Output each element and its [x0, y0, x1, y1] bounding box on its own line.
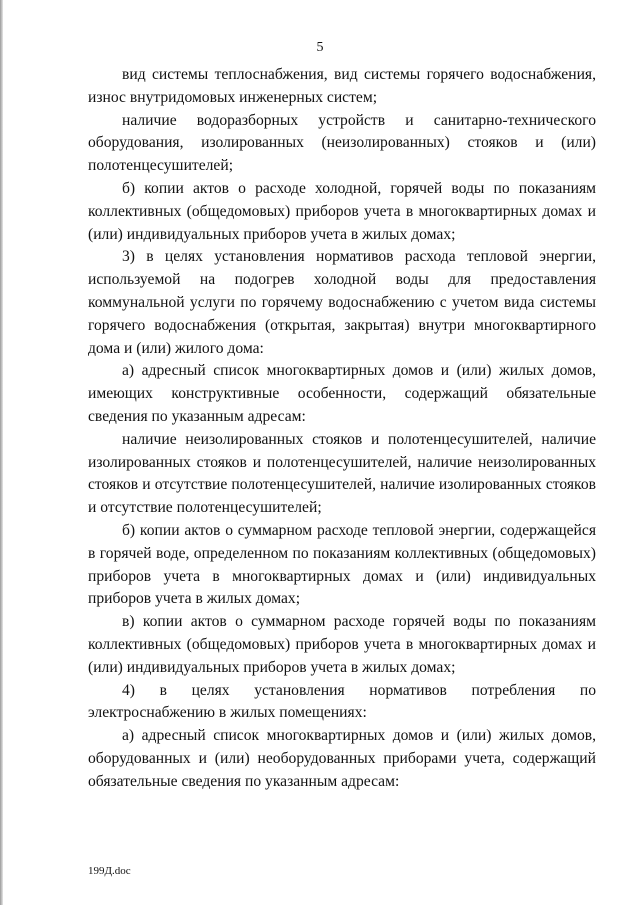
paragraph-item-4a-address-list: а) адресный список многоквартирных домов и (или) жилых домов, оборудованных и (или) необорудованных приборами учета, содержащий обязательные сведения по указанным адресам:	[88, 727, 596, 790]
scan-edge-shadow	[0, 0, 3, 905]
paragraph-item-4-electricity-norms: 4) в целях установления нормативов потребления по электроснабжению в жилых помещениях:	[88, 681, 596, 722]
document-body	[88, 64, 596, 794]
paragraph-water-consumption-acts: б) копии актов о расходе холодной, горячей воды по показаниям коллективных (общедомовых) приборов учета в многоквартирных домах и (или) индивидуальных приборов учета в жилых домах;	[88, 179, 596, 243]
paragraph-item-3b-heat-energy-acts: б) копии актов о суммарном расходе тепловой энергии, содержащейся	[122, 521, 596, 539]
paragraph-item-3c-hot-water-acts: в) копии актов о суммарном расходе горячей воды по показаниям коллективных (общедомовых) приборов учета в многоквартирных домах и (или) индивидуальных приборов учета в жилых домах;	[88, 613, 596, 676]
paragraph-item-3a-address-list: а) адресный список многоквартирных домов и (или) жилых домов, имеющих конструктивные особенности, содержащий обязательные сведения по указанным адресам:	[88, 362, 596, 425]
footer-filename: 199Д.doc	[88, 865, 131, 877]
page-number: 5	[316, 40, 324, 55]
paragraph-item-3b-continuation: в горячей воде, определенном по показаниям коллективных (общедомовых) приборов учета в многоквартирных домах и (или) индивидуальных приборов учета в жилых домах;	[88, 544, 596, 608]
paragraph-heating-system-type: вид системы теплоснабжения, вид системы горячего водоснабжения, износ внутридомовых инженерных систем;	[88, 66, 596, 106]
paragraph-item-3-heat-energy-norms: 3) в целях установления нормативов расхода тепловой энергии, используемой на подогрев холодной воды для предоставления коммунальной услуги по горячему водоснабжению с учетом вида системы горячего водоснабжения (открытая, закрытая) внутри многоквартирного дома и (или) жилого дома:	[88, 248, 596, 357]
paragraph-risers-towel-dryers: наличие неизолированных стояков и полотенцесушителей, наличие изолированных стояков и полотенцесушителей, наличие неизолированных стояков и отсутствие полотенцесушителей, наличие изолированных стояков и отсутствие полотенцесушителей;	[88, 430, 596, 517]
paragraph-water-fixtures: наличие водоразборных устройств и санитарно-технического оборудования, изолированных (неизолированных) стояков и (или) полотенцесушителей;	[88, 111, 596, 175]
